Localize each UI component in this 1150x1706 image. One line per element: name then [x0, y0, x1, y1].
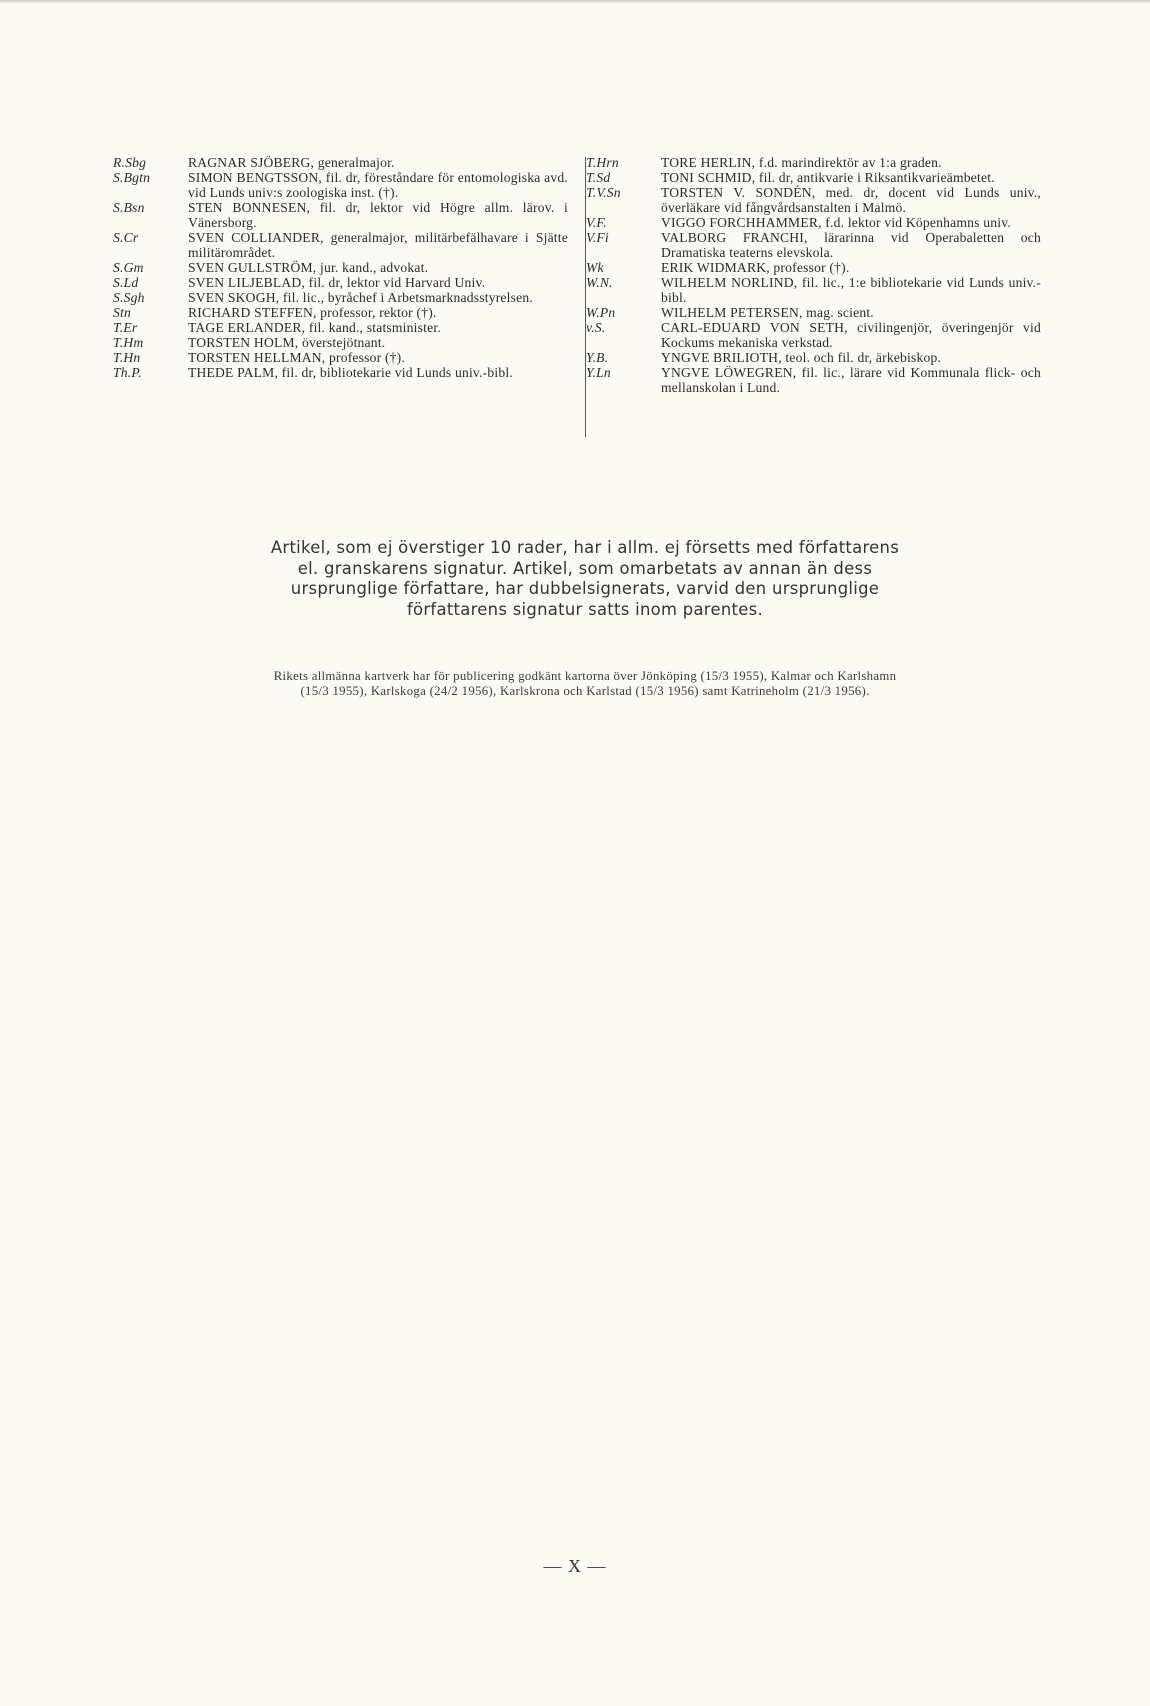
contributor-description: CARL-EDUARD VON SETH, civilingenjör, överingenjör vid Kockums mekaniska verkstad. — [661, 320, 1041, 350]
page-top-edge — [0, 0, 1150, 3]
contributor-entry — [586, 350, 1041, 365]
contributor-signature: S.Gm — [113, 260, 144, 275]
contributor-signature: S.Bgtn — [113, 170, 151, 185]
contributor-description: TORSTEN HELLMAN, professor (†). — [188, 350, 406, 365]
contributor-description: TAGE ERLANDER, fil. kand., statsminister. — [188, 320, 441, 335]
contributor-signature: S.Bsn — [113, 200, 145, 215]
contributor-entry — [586, 320, 1041, 350]
contributor-description: TORE HERLIN, f.d. marindirektör av 1:a graden. — [661, 155, 942, 170]
contributor-entry — [586, 365, 1041, 395]
contributor-entry — [586, 305, 1041, 320]
contributor-signature: T.V.Sn — [586, 185, 621, 200]
contributor-entry — [113, 260, 568, 275]
contributor-entry — [113, 230, 568, 260]
contributor-description: WILHELM NORLIND, fil. lic., 1:e bibliotekarie vid Lunds univ.-bibl. — [661, 275, 1041, 305]
contributor-description: ERIK WIDMARK, professor (†). — [661, 260, 850, 275]
contributor-signature: T.Hrn — [586, 155, 619, 170]
contributor-entry — [113, 155, 568, 170]
contributor-description: TORSTEN V. SONDÉN, med. dr, docent vid Lunds univ., överläkare vid fångvårdsanstalten i Malmö. — [661, 185, 1041, 215]
contributor-description: SVEN COLLIANDER, generalmajor, militärbefälhavare i Sjätte militärområdet. — [188, 230, 568, 260]
contributor-entry — [113, 275, 568, 290]
contributor-signature: V.F. — [586, 215, 607, 230]
signature-note: Artikel, som ej överstiger 10 rader, har i allm. ej försetts med författarens el. granskarens signatur. Artikel, som omarbetats av annan än dess ursprunglige författare, har dubbelsignerats, varvid den ursprunglige författarens signatur satts inom parentes. — [270, 538, 900, 619]
contributor-signature: S.Ld — [113, 275, 139, 290]
map-approval-note: Rikets allmänna kartverk har för publicering godkänt kartorna över Jönköping (15/3 1955), Kalmar och Karlshamn (15/3 1955), Karlskoga (24/2 1956), Karlskrona och Karlstad (15/3 1956) samt Katrineholm (21/3 1956). — [273, 668, 897, 698]
contributor-description: SVEN LILJEBLAD, fil. dr, lektor vid Harvard Univ. — [188, 275, 486, 290]
contributor-signature: Stn — [113, 305, 131, 320]
contributor-signature: Y.B. — [586, 350, 609, 365]
contributor-signature: v.S. — [586, 320, 606, 335]
contributor-description: TORSTEN HOLM, överstejötnant. — [188, 335, 386, 350]
contributor-entry — [586, 230, 1041, 260]
contributor-description: SVEN GULLSTRÖM, jur. kand., advokat. — [188, 260, 429, 275]
contributor-entry — [586, 275, 1041, 305]
contributor-signature: T.Hn — [113, 350, 141, 365]
contributor-signature: W.Pn — [586, 305, 616, 320]
contributor-signature: R.Sbg — [113, 155, 147, 170]
contributors-column-left — [113, 155, 568, 380]
contributor-description: YNGVE LÖWEGREN, fil. lic., lärare vid Kommunala flick- och mellanskolan i Lund. — [661, 365, 1041, 395]
contributor-entry — [113, 335, 568, 350]
contributor-signature: T.Sd — [586, 170, 611, 185]
contributor-description: TONI SCHMID, fil. dr, antikvarie i Riksantikvarieämbetet. — [661, 170, 995, 185]
contributor-entry — [586, 185, 1041, 215]
contributor-signature: Th.P. — [113, 365, 142, 380]
contributor-description: STEN BONNESEN, fil. dr, lektor vid Högre allm. lärov. i Vänersborg. — [188, 200, 568, 230]
contributor-signature: Wk — [586, 260, 604, 275]
contributor-signature: S.Cr — [113, 230, 139, 245]
contributor-description: YNGVE BRILIOTH, teol. och fil. dr, ärkebiskop. — [661, 350, 942, 365]
contributor-entry — [113, 350, 568, 365]
contributor-signature: T.Hm — [113, 335, 144, 350]
page-number: — X — — [543, 1556, 607, 1576]
contributor-signature: S.Sgh — [113, 290, 145, 305]
contributor-description: RAGNAR SJÖBERG, generalmajor. — [188, 155, 395, 170]
contributor-signature: T.Er — [113, 320, 138, 335]
contributor-description: WILHELM PETERSEN, mag. scient. — [661, 305, 874, 320]
contributor-description: THEDE PALM, fil. dr, bibliotekarie vid Lunds univ.-bibl. — [188, 365, 513, 380]
contributor-entry — [113, 200, 568, 230]
contributor-entry — [113, 170, 568, 200]
contributor-signature: V.Fi — [586, 230, 609, 245]
contributor-description: VALBORG FRANCHI, lärarinna vid Operabaletten och Dramatiska teaterns elevskola. — [661, 230, 1041, 260]
contributor-description: VIGGO FORCHHAMMER, f.d. lektor vid Köpenhamns univ. — [661, 215, 1011, 230]
contributor-description: SVEN SKOGH, fil. lic., byråchef i Arbetsmarknadsstyrelsen. — [188, 290, 533, 305]
contributor-entry — [113, 305, 568, 320]
contributor-description: SIMON BENGTSSON, fil. dr, föreståndare för entomologiska avd. vid Lunds univ:s zoologiska inst. (†). — [188, 170, 568, 200]
contributor-entry — [586, 170, 1041, 185]
contributor-entry — [113, 320, 568, 335]
contributors-list — [113, 155, 1043, 455]
contributor-signature: W.N. — [586, 275, 613, 290]
contributor-signature: Y.Ln — [586, 365, 611, 380]
contributors-column-right — [586, 155, 1041, 395]
contributor-entry — [586, 260, 1041, 275]
contributor-entry — [586, 215, 1041, 230]
contributor-entry — [113, 290, 568, 305]
contributor-entry — [113, 365, 568, 380]
contributor-entry — [586, 155, 1041, 170]
contributor-description: RICHARD STEFFEN, professor, rektor (†). — [188, 305, 437, 320]
